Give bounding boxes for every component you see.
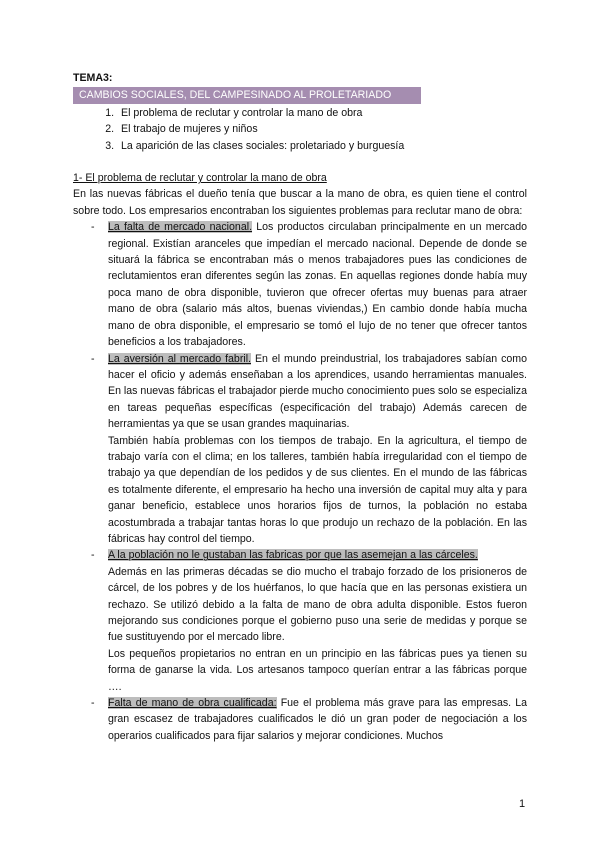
list-item bbox=[73, 351, 527, 548]
problem-list bbox=[73, 219, 527, 744]
topic-title-banner: CAMBIOS SOCIALES, DEL CAMPESINADO AL PROLETARIADO bbox=[73, 87, 421, 103]
dash-bullet: - bbox=[91, 697, 95, 710]
dash-bullet: - bbox=[91, 549, 95, 562]
dash-bullet: - bbox=[91, 221, 95, 234]
item-paragraph: Los pequeños propietarios no entran en un principio en las fábricas pues ya tienen su forma de ganarse la vida. Los artesanos tampoco querían entrar a las fábricas porque …. bbox=[108, 647, 527, 693]
outline-item: 2. El trabajo de mujeres y niños bbox=[117, 121, 527, 137]
highlighted-heading: Falta de mano de obra cualificada: bbox=[108, 697, 277, 710]
list-item bbox=[73, 219, 527, 350]
page-number: 1 bbox=[519, 798, 526, 810]
section-heading: 1- El problema de reclutar y controlar la mano de obra bbox=[73, 172, 327, 185]
highlighted-heading: A la población no le gustaban las fabricas por que las asemejan a las cárceles. bbox=[108, 549, 478, 562]
item-paragraph: También había problemas con los tiempos de trabajo. En la agricultura, el tiempo de trabajo varía con el clima; en los talleres, también había irregularidad con el tiempo de trabajo ya que dependían de los pedidos y de sus clientes. En el mundo de las fábricas es totalmente diferente, el empresario ha hecho una inversión de capital muy alta y para ganar beneficio, establece unos horarios fijos de turnos, la población no estaba acostumbrada a trabajar tantas horas lo que produjo un rechazo de la población. En las fábricas hay control del tiempo. bbox=[108, 434, 527, 545]
item-paragraph bbox=[108, 547, 527, 563]
highlighted-heading: La aversión al mercado fabril. bbox=[108, 352, 251, 365]
outline-item: 3. La aparición de las clases sociales: proletariado y burguesía bbox=[117, 138, 527, 154]
item-paragraph bbox=[108, 351, 527, 433]
list-item bbox=[73, 547, 527, 695]
document-page bbox=[73, 70, 527, 744]
item-text: Fue el problema más grave para las empresas. La gran escasez de trabajadores cualificados le dió un gran poder de negociación a los operarios cualificados para fijar salarios y mejorar condiciones. Muchos bbox=[108, 697, 527, 742]
topic-outline bbox=[73, 105, 527, 154]
section-intro: En las nuevas fábricas el dueño tenía que buscar a la mano de obra, es quien tiene el control sobre todo. Los empresarios encontraban los siguientes problemas para reclutar mano de obra: bbox=[73, 188, 527, 217]
item-paragraph: Además en las primeras décadas se dio mucho el trabajo forzado de los prisioneros de cárcel, de los pobres y de los huérfanos, lo que hacía que en las personas existiera un rechazo. Se utilizó debido a la falta de mano de obra adulta disponible. Estos fueron mejorando sus condiciones porque el gobierno puso una serie de medidas y porque se fue sustituyendo por el mercado libre. bbox=[108, 565, 527, 644]
item-paragraph bbox=[108, 695, 527, 744]
list-item bbox=[73, 695, 527, 744]
item-text: Los productos circulaban principalmente en un mercado regional. Existían aranceles que impedían el mercado nacional. Depende de donde se situará la fábrica se encontraban más o menos trabajadores pues las condiciones de reclutamientos eran diferentes según las zonas. En aquellas regiones donde había muy poca mano de obra disponible, tuvieron que ofrecer ofertas muy buenas para atraer mano de obra (salario más altos, buenas viviendas,) En cambio donde había mucha mano de obra disponible, el empresario se tomó el lujo de no tener que ofrecer tantos beneficios a los trabajadores. bbox=[108, 221, 527, 349]
item-text: En el mundo preindustrial, los trabajadores sabían como hacer el oficio y además enseñaban a los aprendices, usando herramientas manuales. En las nuevas fábricas el trabajador pierde mucho conocimiento pues solo se especializa en tareas pequeñas específicas (especificación del trabajo) Además carecen de herramientas ya que se usan grandes maquinarias. bbox=[108, 352, 527, 431]
item-paragraph bbox=[108, 219, 527, 350]
dash-bullet: - bbox=[91, 352, 95, 365]
highlighted-heading: La falta de mercado nacional. bbox=[108, 221, 253, 234]
outline-item: 1. El problema de reclutar y controlar la mano de obra bbox=[117, 105, 527, 121]
topic-number: TEMA3: bbox=[73, 72, 113, 84]
